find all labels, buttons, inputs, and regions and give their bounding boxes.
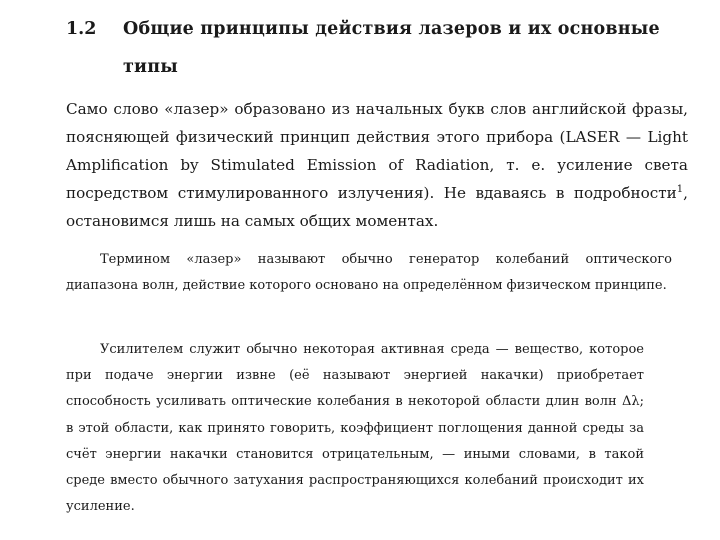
footnote-mark[interactable]: 1 <box>676 183 684 195</box>
intro-paragraph <box>66 95 688 235</box>
section-number: 1.2 <box>66 19 97 39</box>
section-heading <box>66 10 706 86</box>
quote-text-2: Усилителем служит обычно некоторая активная среда — вещество, которое при подаче энергии извне (её называют энергией накачки) приобретает способность усиливать оптические колебания в некоторой области длин волн Δλ; в этой области, как принято говорить, коэффициент поглощения данной среды за счёт энергии накачки становится отрицательным, — иными словами, в такой среде вместо обычного затухания распространяющихся колебаний происходит их усиление. <box>66 342 644 515</box>
quote-paragraph-2 <box>66 337 644 520</box>
quote-paragraph-1 <box>66 247 672 299</box>
quote-text-1: Термином «лазер» называют обычно генератор колебаний оптического диапазона волн, действие которого основано на определённом физическом принципе. <box>66 252 672 294</box>
intro-text: Само слово «лазер» образовано из начальных букв слов английской фразы, поясняющей физический принцип действия этого прибора (LASER — Light Amplification by Stimulated Emission of Radiation, т. е. усиление света посредством стимулированного излучения). Не вдаваясь в подробности <box>66 100 688 202</box>
section-title: Общие принципы действия лазеров и их основные типы <box>123 19 660 77</box>
intro-text-end: , остановимся лишь на самых общих моментах. <box>66 184 688 230</box>
